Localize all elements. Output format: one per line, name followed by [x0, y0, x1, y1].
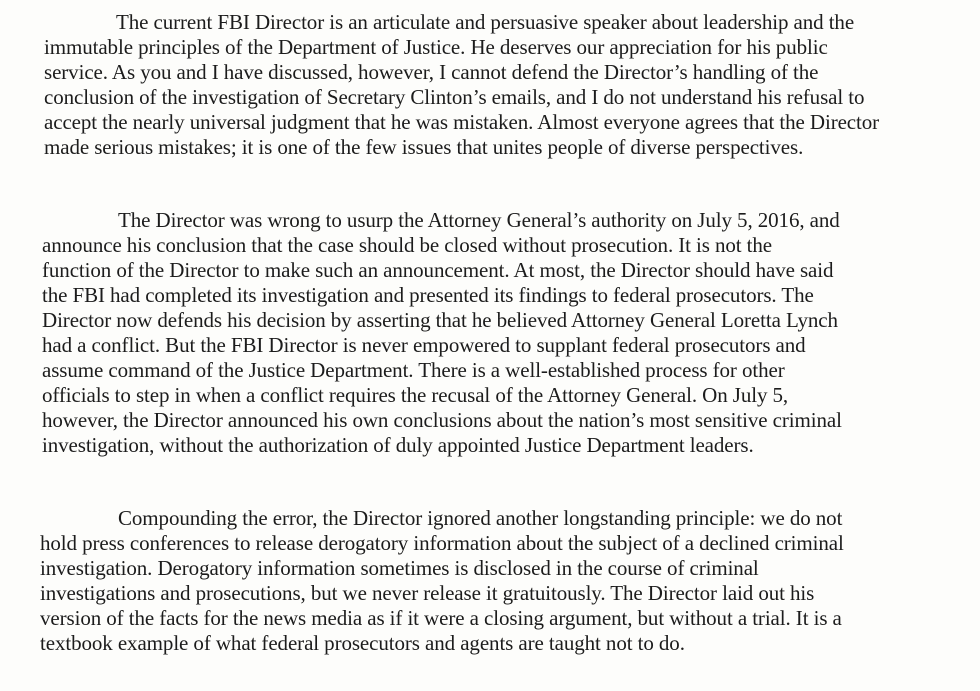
paragraph-line: version of the facts for the news media as if it were a closing argument, but without a trial. It is a: [40, 606, 842, 630]
paragraph-line: Director now defends his decision by asserting that he believed Attorney General Loretta Lynch: [42, 308, 838, 332]
paragraph-line: had a conflict. But the FBI Director is never empowered to supplant federal prosecutors and: [42, 333, 806, 357]
paragraph-line: accept the nearly universal judgment that he was mistaken. Almost everyone agrees that the Director: [44, 110, 880, 134]
paragraph-line: The Director was wrong to usurp the Attorney General’s authority on July 5, 2016, and: [118, 208, 840, 232]
paragraph-line: conclusion of the investigation of Secretary Clinton’s emails, and I do not understand his refusal to: [44, 85, 865, 109]
paragraph-line: investigation. Derogatory information sometimes is disclosed in the course of criminal: [40, 556, 759, 580]
paragraph-line: made serious mistakes; it is one of the few issues that unites people of diverse perspectives.: [44, 135, 804, 159]
paragraph-line: investigation, without the authorization of duly appointed Justice Department leaders.: [42, 433, 754, 457]
paragraph-line: assume command of the Justice Department. There is a well-established process for other: [42, 358, 785, 382]
paragraph-line: hold press conferences to release derogatory information about the subject of a declined criminal: [40, 531, 844, 555]
paragraph-line: textbook example of what federal prosecutors and agents are taught not to do.: [40, 631, 685, 655]
paragraph-line: service. As you and I have discussed, however, I cannot defend the Director’s handling of the: [44, 60, 819, 84]
paragraph-line: function of the Director to make such an announcement. At most, the Director should have said: [42, 258, 834, 282]
paragraph-line: immutable principles of the Department of Justice. He deserves our appreciation for his public: [44, 35, 828, 59]
paragraph-line: however, the Director announced his own conclusions about the nation’s most sensitive criminal: [42, 408, 842, 432]
paragraph-line: Compounding the error, the Director ignored another longstanding principle: we do not: [118, 506, 843, 530]
paragraph-line: officials to step in when a conflict requires the recusal of the Attorney General. On July 5,: [42, 383, 789, 407]
paragraph-line: the FBI had completed its investigation and presented its findings to federal prosecutors. The: [42, 283, 814, 307]
paragraph-line: The current FBI Director is an articulate and persuasive speaker about leadership and the: [116, 10, 855, 34]
paragraph-line: announce his conclusion that the case should be closed without prosecution. It is not the: [42, 233, 773, 257]
paragraph-line: investigations and prosecutions, but we never release it gratuitously. The Director laid out his: [40, 581, 815, 605]
